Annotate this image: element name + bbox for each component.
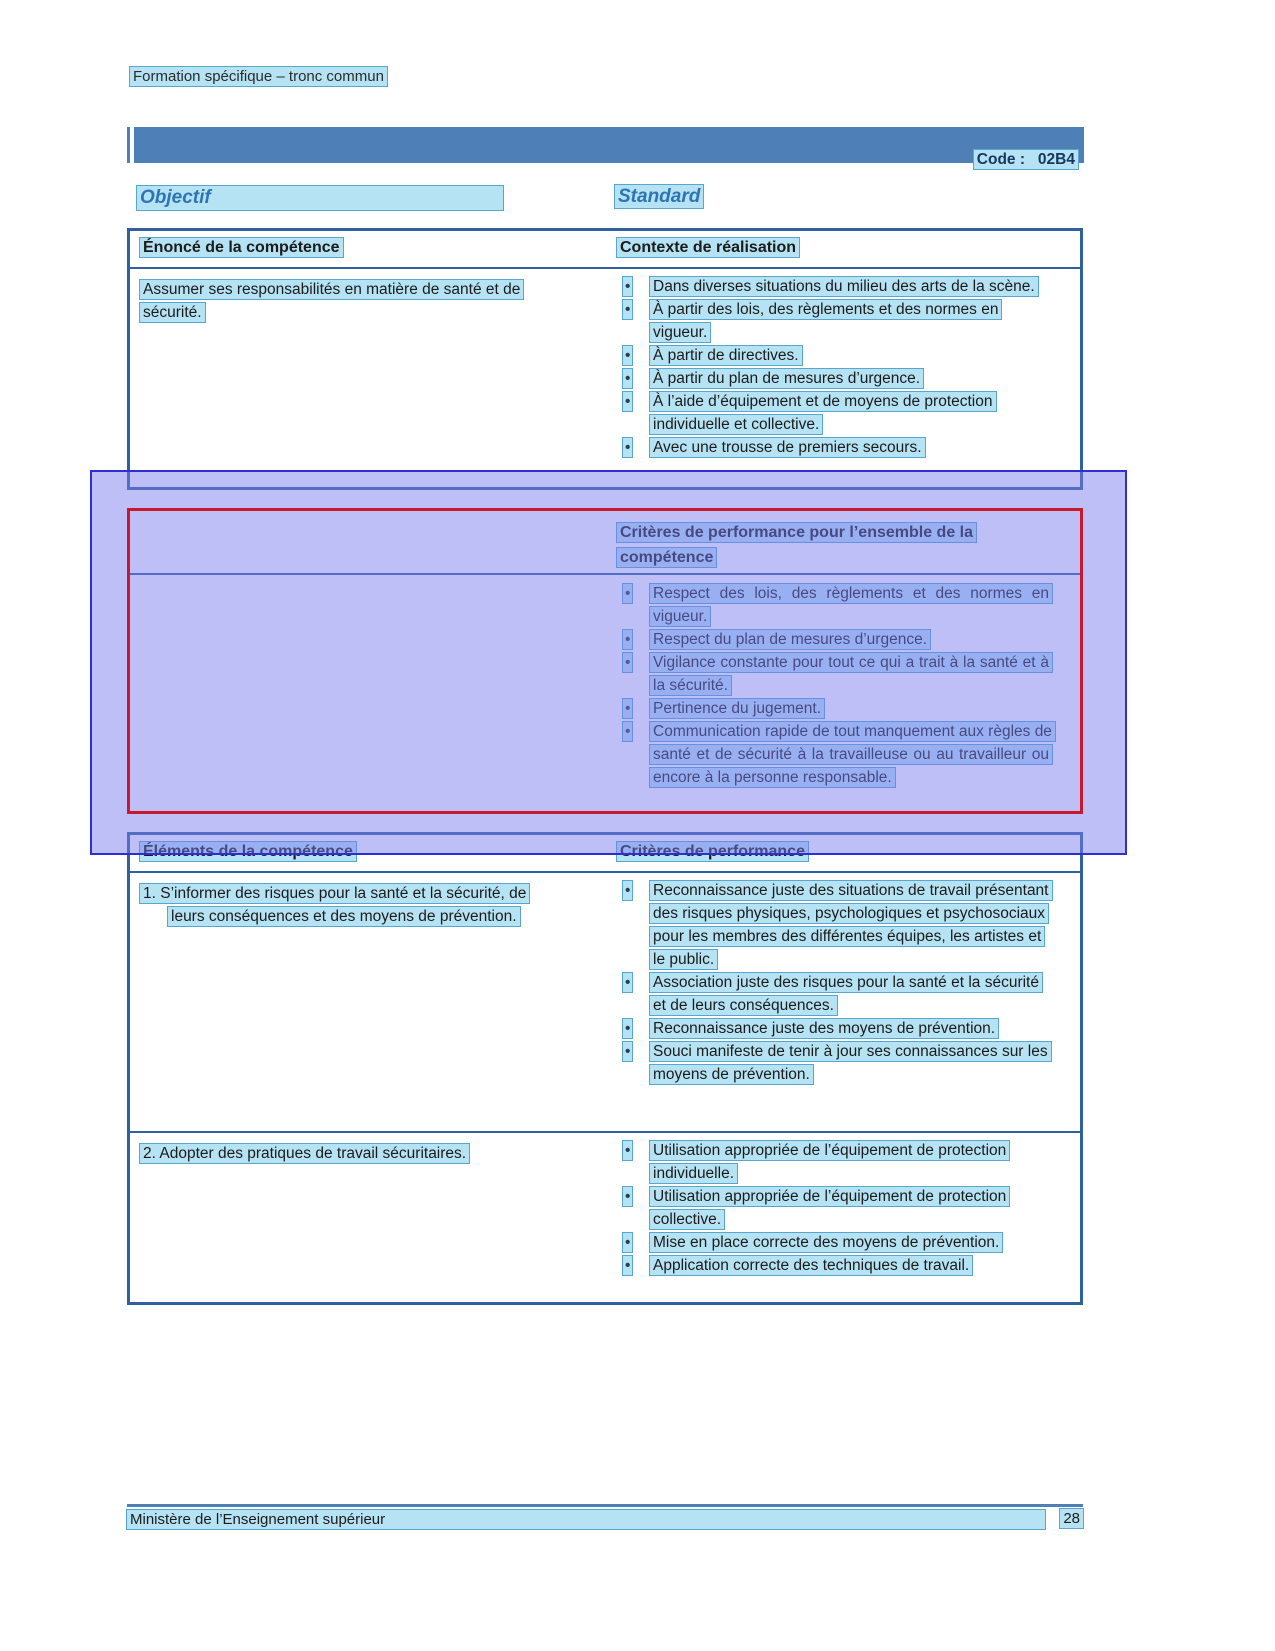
bullet-text: Pertinence du jugement. bbox=[650, 697, 1052, 720]
bullet-text: À partir des lois, des règlements et des normes en vigueur. bbox=[650, 298, 1052, 344]
element-1-text: 1. S’informer des risques pour la santé et la sécurité, de leurs conséquences et des moyens de prévention. bbox=[140, 882, 560, 928]
bullet-text: Utilisation appropriée de l’équipement de protection individuelle. bbox=[650, 1139, 1052, 1185]
bullet-item bbox=[617, 1254, 1080, 1277]
bullet-icon: • bbox=[625, 723, 631, 740]
bullet-text: Reconnaissance juste des moyens de prévention. bbox=[650, 1017, 1052, 1040]
bullet-icon: • bbox=[625, 1234, 631, 1251]
bullet-text: À partir du plan de mesures d’urgence. bbox=[650, 367, 1052, 390]
bullet-item bbox=[617, 1139, 1080, 1185]
bullet-icon: • bbox=[625, 1142, 631, 1159]
bullet-icon: • bbox=[625, 439, 631, 456]
header-cell-criteres: Critères de performance bbox=[617, 835, 1080, 871]
bullet-icon: • bbox=[625, 631, 631, 648]
enonce-text: Assumer ses responsabilités en matière de santé et de sécurité. bbox=[140, 278, 542, 324]
element-2-text: 2. Adopter des pratiques de travail sécuritaires. bbox=[140, 1142, 560, 1165]
bullet-icon: • bbox=[625, 700, 631, 717]
bullet-icon: • bbox=[625, 1043, 631, 1060]
bullet-text: Reconnaissance juste des situations de travail présentant des risques physiques, psychologiques et psychosociaux pour les membres des différentes équipes, les artistes et le public. bbox=[650, 879, 1052, 971]
competence-table bbox=[127, 228, 1083, 490]
bullet-icon: • bbox=[625, 1020, 631, 1037]
elements-table bbox=[127, 832, 1083, 1305]
element-row-1 bbox=[130, 873, 1080, 1133]
bullet-item bbox=[617, 390, 1080, 436]
code-badge bbox=[948, 133, 1078, 187]
bullet-text: Communication rapide de tout manquement aux règles de santé et de sécurité à la travailleuse ou au travailleur ou encore à la personne responsable. bbox=[650, 720, 1052, 789]
bullet-item bbox=[617, 298, 1080, 344]
competence-table-header-row bbox=[130, 231, 1080, 269]
code-badge-text: Code : 02B4 bbox=[974, 150, 1078, 169]
running-header-text: Formation spécifique – tronc commun bbox=[130, 67, 387, 86]
page-footer bbox=[127, 1504, 1083, 1529]
bullet-icon: • bbox=[625, 1257, 631, 1274]
bullet-text: Mise en place correcte des moyens de prévention. bbox=[650, 1231, 1052, 1254]
title-banner bbox=[127, 127, 1084, 168]
bullet-text: Dans diverses situations du milieu des arts de la scène. bbox=[650, 275, 1052, 298]
contexte-list bbox=[617, 275, 1080, 459]
header-cell-elements: Éléments de la compétence bbox=[130, 835, 617, 871]
cell-enonce bbox=[130, 269, 617, 459]
annotation-red-box bbox=[127, 508, 1083, 814]
performance-overview-title: Critères de performance pour l’ensemble de la compétence bbox=[617, 523, 976, 567]
bullet-item bbox=[617, 1231, 1080, 1254]
cell-criteres-2 bbox=[617, 1133, 1080, 1277]
heading-standard: Standard bbox=[615, 186, 703, 208]
bullet-icon: • bbox=[625, 654, 631, 671]
bullet-text: Respect du plan de mesures d’urgence. bbox=[650, 628, 1052, 651]
bullet-icon: • bbox=[625, 585, 631, 602]
bullet-text: Respect des lois, des règlements et des normes en vigueur. bbox=[650, 582, 1052, 628]
page-number: 28 bbox=[1060, 1510, 1083, 1529]
bullet-item bbox=[617, 971, 1080, 1017]
running-header bbox=[130, 68, 387, 85]
bullet-text: Application correcte des techniques de travail. bbox=[650, 1254, 1052, 1277]
criteres-list-2 bbox=[617, 1139, 1080, 1277]
bullet-item bbox=[617, 1017, 1080, 1040]
bullet-item bbox=[617, 879, 1080, 971]
bullet-item bbox=[617, 1040, 1080, 1086]
bullet-item bbox=[617, 344, 1080, 367]
cell-element-1 bbox=[130, 873, 617, 1131]
cell-criteres-1 bbox=[617, 873, 1080, 1131]
bullet-item bbox=[617, 275, 1080, 298]
bullet-text: Vigilance constante pour tout ce qui a trait à la santé et à la sécurité. bbox=[650, 651, 1052, 697]
criteres-list-1 bbox=[617, 879, 1080, 1086]
header-cell-contexte: Contexte de réalisation bbox=[617, 231, 1080, 267]
element-row-2 bbox=[130, 1133, 1080, 1277]
heading-objectif: Objectif bbox=[137, 186, 503, 210]
bullet-icon: • bbox=[625, 1188, 631, 1205]
bullet-icon: • bbox=[625, 301, 631, 318]
bullet-text: Avec une trousse de premiers secours. bbox=[650, 436, 1052, 459]
bullet-icon: • bbox=[625, 393, 631, 410]
cell-element-2 bbox=[130, 1133, 617, 1277]
bullet-text: Association juste des risques pour la santé et la sécurité et de leurs conséquences. bbox=[650, 971, 1052, 1017]
cell-contexte bbox=[617, 269, 1080, 459]
bullet-icon: • bbox=[625, 974, 631, 991]
bullet-icon: • bbox=[625, 278, 631, 295]
header-cell-enonce: Énoncé de la compétence bbox=[130, 231, 617, 267]
bullet-item bbox=[617, 367, 1080, 390]
banner-notch bbox=[130, 127, 134, 163]
bullet-item bbox=[617, 1185, 1080, 1231]
competence-table-body-row bbox=[130, 269, 1080, 459]
footer-ministry: Ministère de l’Enseignement supérieur bbox=[127, 1510, 1045, 1529]
bullet-icon: • bbox=[625, 882, 631, 899]
bullet-text: Utilisation appropriée de l’équipement de protection collective. bbox=[650, 1185, 1052, 1231]
bullet-text: À l’aide d’équipement et de moyens de protection individuelle et collective. bbox=[650, 390, 1052, 436]
bullet-text: À partir de directives. bbox=[650, 344, 1052, 367]
bullet-icon: • bbox=[625, 347, 631, 364]
bullet-text: Souci manifeste de tenir à jour ses connaissances sur les moyens de prévention. bbox=[650, 1040, 1052, 1086]
bullet-item bbox=[617, 436, 1080, 459]
bullet-icon: • bbox=[625, 370, 631, 387]
